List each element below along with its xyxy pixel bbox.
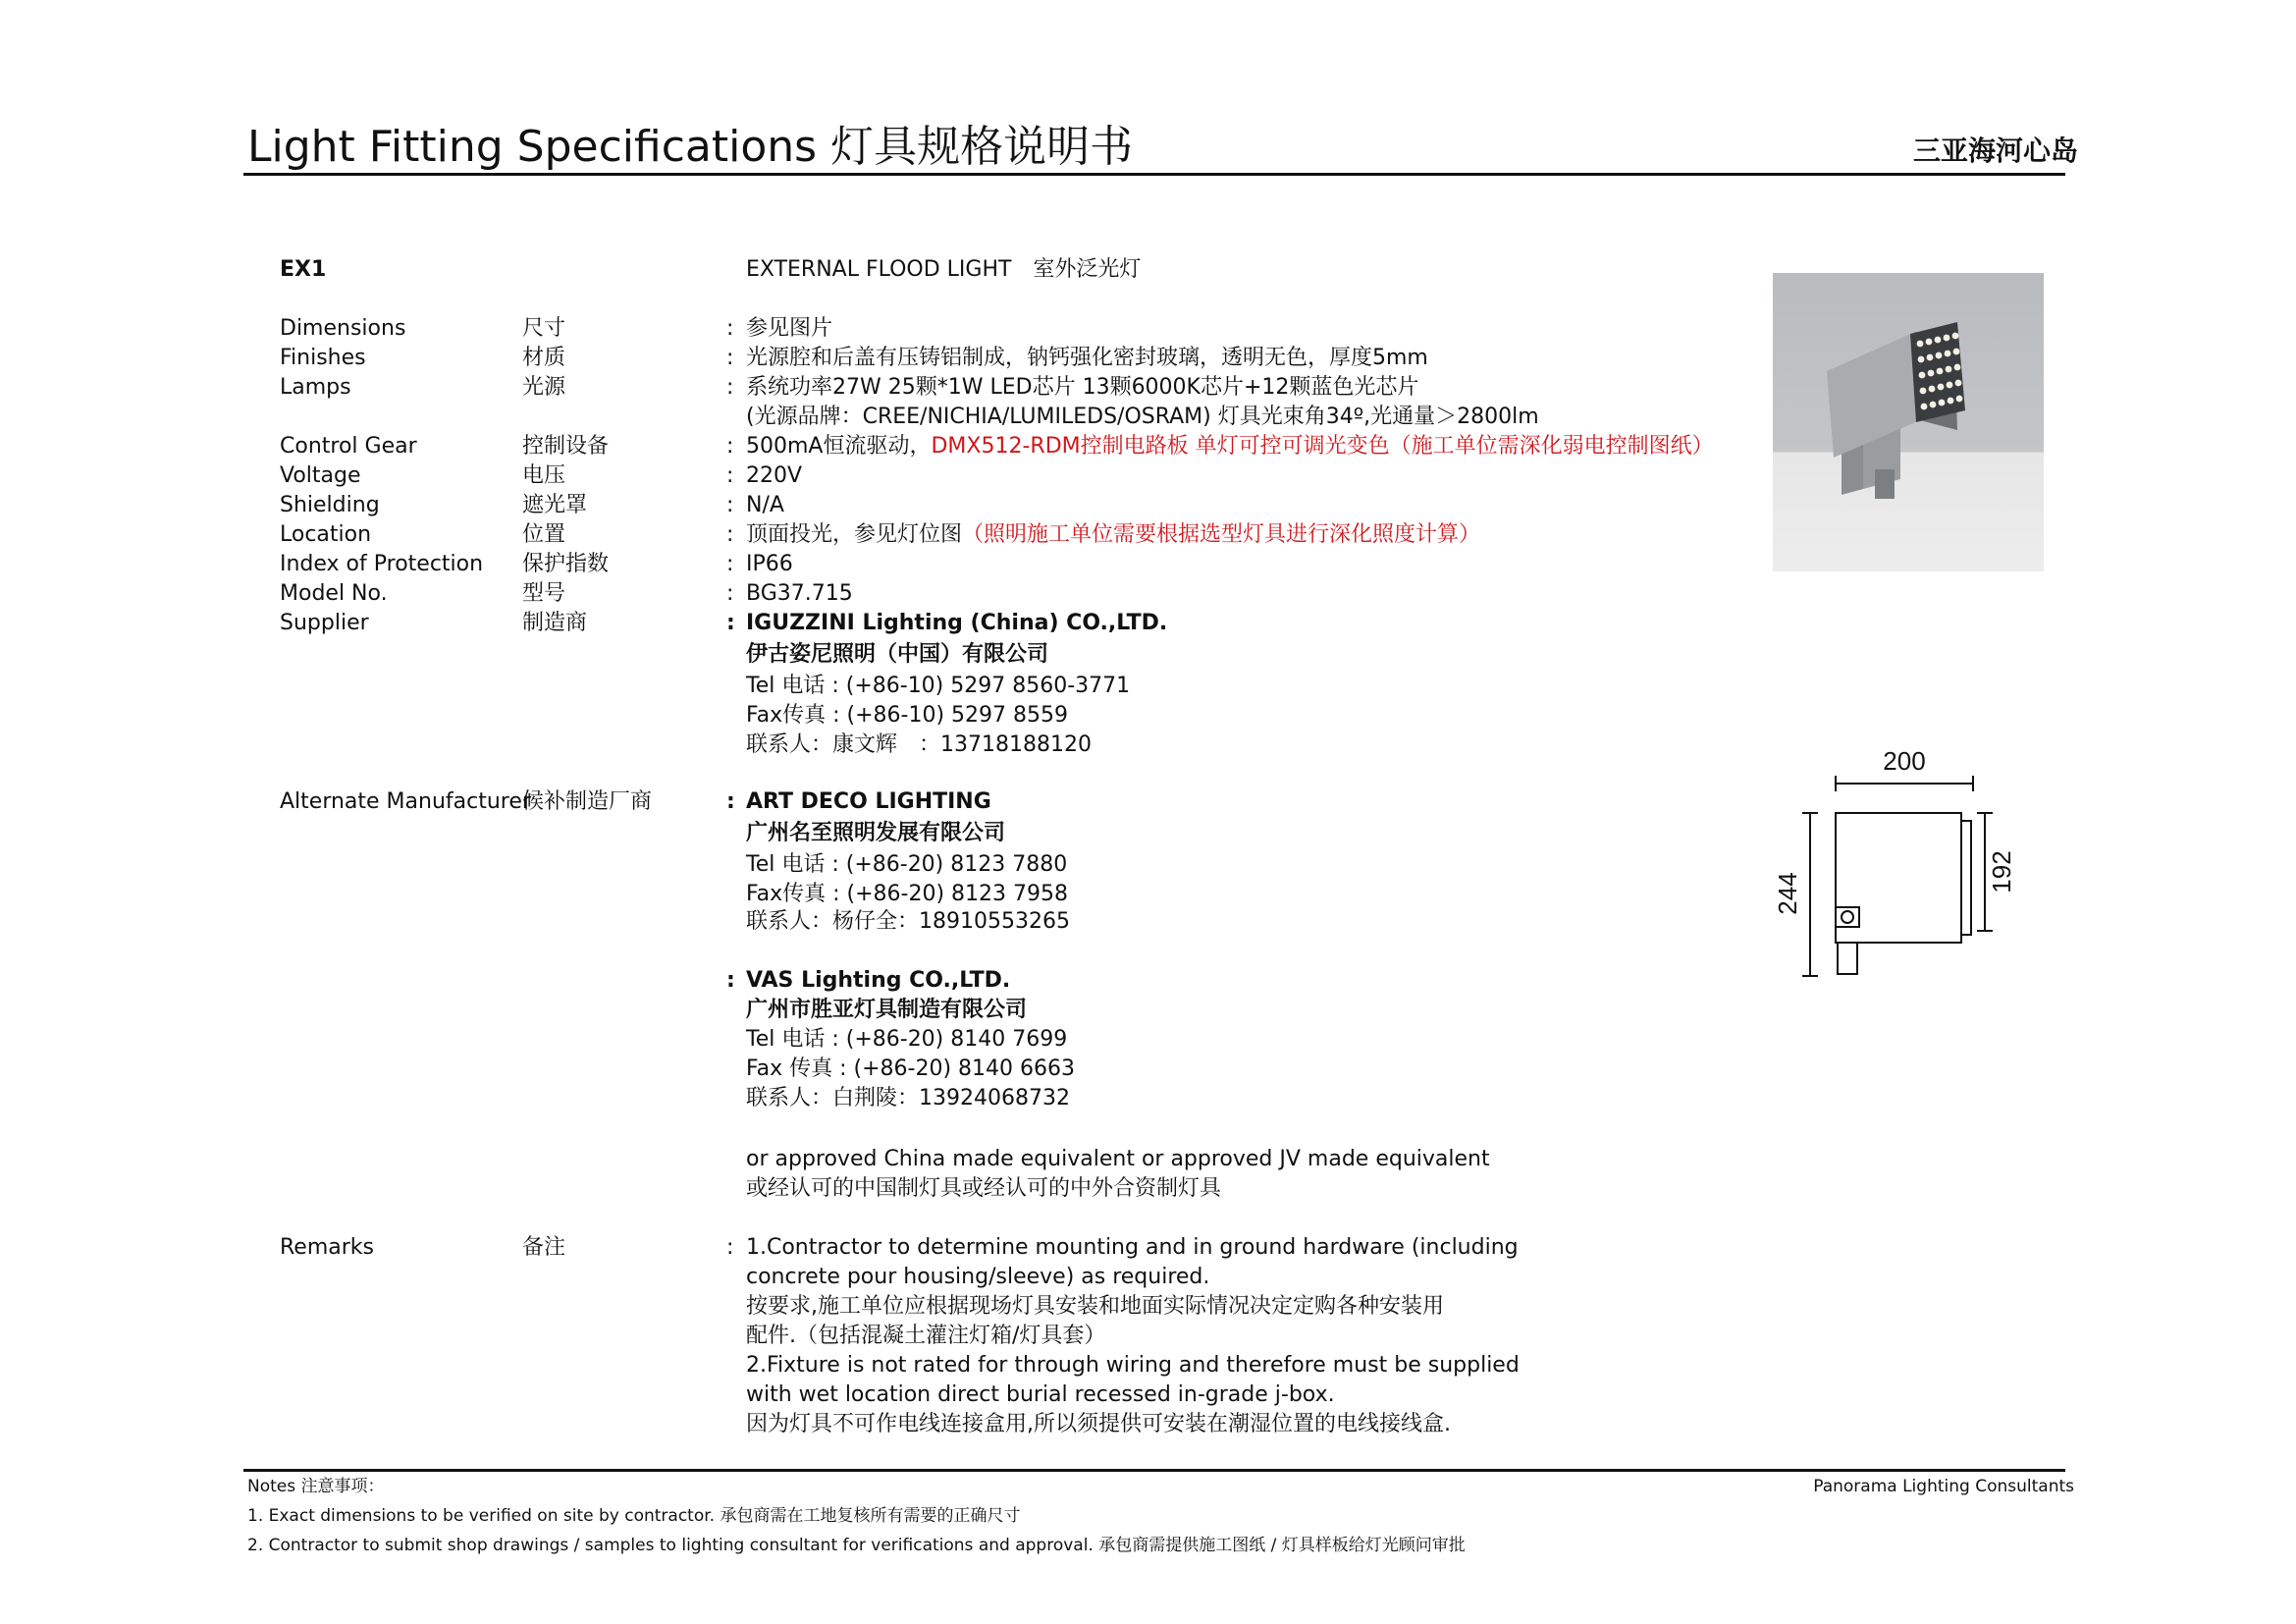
spec-label-cn: 制造商 (522, 611, 588, 635)
notes-title: Notes 注意事项： (247, 1477, 385, 1496)
alternate-1-fax: Fax传真 : (+86-20) 8123 7958 (746, 882, 1069, 906)
remark-line: 按要求,施工单位应根据现场灯具安装和地面实际情况决定定购各种安装用 (746, 1294, 1444, 1319)
spec-value-text: 顶面投光，参见灯位图 (746, 522, 963, 547)
spec-colon: : (726, 552, 734, 576)
spec-colon: : (726, 346, 734, 370)
spec-label-cn: 保护指数 (522, 552, 610, 576)
alternate-label-cn: 候补制造厂商 (522, 789, 653, 814)
remarks-label-en: Remarks (280, 1235, 374, 1260)
spec-colon: : (726, 581, 734, 606)
remark-line: 1.Contractor to determine mounting and in ground hardware (including (746, 1235, 1519, 1260)
spec-label-en: Finishes (280, 346, 366, 370)
note-2: 2. Contractor to submit shop drawings / samples to lighting consultant for verifications and approval. 承包商需提供施工图纸 / 灯具样板给灯光顾问审批 (247, 1536, 1466, 1555)
dim-height-label: 244 (1773, 872, 1802, 915)
spec-label-cn: 型号 (522, 581, 566, 606)
spec-colon: : (726, 1235, 734, 1260)
consultant-name: Panorama Lighting Consultants (1813, 1477, 2074, 1496)
remark-line: concrete pour housing/sleeve) as required. (746, 1265, 1210, 1289)
page-title: Light Fitting Specifications 灯具规格说明书 (247, 122, 1134, 172)
spec-value-line2: (光源品牌：CREE/NICHIA/LUMILEDS/OSRAM) 灯具光束角34º,光通量＞2800lm (746, 405, 1539, 429)
spec-colon: : (726, 375, 734, 400)
spec-value (746, 432, 1714, 461)
product-photo (1773, 273, 2044, 571)
alternate-label-en: Alternate Manufacturer (280, 789, 531, 814)
alternate-2-cn-name: 广州市胜亚灯具制造有限公司 (746, 998, 1028, 1022)
remarks-label-cn: 备注 (522, 1235, 566, 1260)
spec-value: BG37.715 (746, 581, 853, 606)
spec-label-en: Shielding (280, 493, 380, 517)
spec-colon: : (726, 789, 735, 814)
spec-value: 220V (746, 463, 803, 488)
supplier-name: IGUZZINI Lighting (China) CO.,LTD. (746, 611, 1168, 635)
spec-colon: : (726, 611, 735, 635)
supplier-fax: Fax传真 : (+86-10) 5297 8559 (746, 703, 1069, 728)
spec-label-cn: 尺寸 (522, 316, 566, 341)
alternate-1-contact: 联系人：杨仔全：18910553265 (746, 909, 1070, 934)
spec-label-cn: 材质 (522, 346, 566, 370)
supplier-cn-name: 伊古姿尼照明（中国）有限公司 (746, 642, 1049, 667)
equivalent-en: or approved China made equivalent or approved JV made equivalent (746, 1147, 1490, 1171)
remark-line: 2.Fixture is not rated for through wiring and therefore must be supplied (746, 1353, 1520, 1378)
spec-label-cn: 控制设备 (522, 434, 610, 459)
alternate-1-name: ART DECO LIGHTING (746, 789, 991, 814)
spec-label-en: Dimensions (280, 316, 406, 341)
dim-depth-label: 192 (1987, 850, 2016, 893)
spec-label-en: Model No. (280, 581, 388, 606)
spec-value: 参见图片 (746, 316, 833, 341)
equivalent-cn: 或经认可的中国制灯具或经认可的中外合资制灯具 (746, 1176, 1222, 1201)
spec-value: 系统功率27W 25颗*1W LED芯片 13颗6000K芯片+12颗蓝色光芯片 (746, 375, 1419, 400)
spec-label-cn: 电压 (522, 463, 566, 488)
spec-label-cn: 遮光罩 (522, 493, 588, 517)
spec-label-cn: 光源 (522, 375, 566, 400)
alternate-1-cn-name: 广州名至照明发展有限公司 (746, 821, 1006, 845)
dimension-drawing (1767, 736, 2052, 982)
spec-label-en: Lamps (280, 375, 351, 400)
spec-colon: : (726, 434, 734, 459)
supplier-contact: 联系人：康文辉 ：13718188120 (746, 732, 1092, 757)
project-name: 三亚海河心岛 (1912, 135, 2078, 167)
spec-value-highlight: DMX512-RDM控制电路板 单灯可控可调光变色（施工单位需深化弱电控制图纸） (931, 434, 1714, 459)
alternate-2-name: VAS Lighting CO.,LTD. (746, 968, 1011, 993)
spec-value: 光源腔和后盖有压铸铝制成，钠钙强化密封玻璃，透明无色，厚度5mm (746, 346, 1428, 370)
spec-colon: : (726, 463, 734, 488)
spec-value: N/A (746, 493, 784, 517)
spec-label-en: Supplier (280, 611, 369, 635)
remark-line: 配件.（包括混凝土灌注灯箱/灯具套） (746, 1324, 1106, 1348)
remark-line: with wet location direct burial recessed in-grade j-box. (746, 1382, 1335, 1407)
spec-label-en: Voltage (280, 463, 361, 488)
alternate-1-tel: Tel 电话 : (+86-20) 8123 7880 (746, 852, 1068, 877)
spec-label-en: Location (280, 522, 372, 547)
spec-colon: : (726, 493, 734, 517)
spec-colon: : (726, 968, 735, 993)
fixture-code: EX1 (280, 257, 327, 282)
flood-light-illustration (1773, 273, 2044, 571)
spec-value-highlight: （照明施工单位需要根据选型灯具进行深化照度计算） (962, 522, 1481, 547)
alternate-2-contact: 联系人：白荆陵：13924068732 (746, 1086, 1070, 1110)
note-1: 1. Exact dimensions to be verified on site by contractor. 承包商需在工地复核所有需要的正确尺寸 (247, 1506, 1021, 1526)
spec-label-en: Index of Protection (280, 552, 484, 576)
spec-colon: : (726, 316, 734, 341)
dim-width-label: 200 (1883, 746, 1926, 776)
spec-label-en: Control Gear (280, 434, 417, 459)
spec-colon: : (726, 522, 734, 547)
spec-label-cn: 位置 (522, 522, 566, 547)
alternate-2-fax: Fax 传真 : (+86-20) 8140 6663 (746, 1056, 1076, 1081)
footer-rule (243, 1469, 2065, 1472)
header-rule (243, 173, 2065, 176)
fixture-type: EXTERNAL FLOOD LIGHT 室外泛光灯 (746, 257, 1142, 282)
supplier-tel: Tel 电话 : (+86-10) 5297 8560-3771 (746, 674, 1131, 698)
spec-value: IP66 (746, 552, 793, 576)
remark-line: 因为灯具不可作电线连接盒用,所以须提供可安装在潮湿位置的电线接线盒. (746, 1412, 1451, 1436)
spec-value (746, 520, 1480, 550)
alternate-2-tel: Tel 电话 : (+86-20) 8140 7699 (746, 1027, 1068, 1052)
spec-value-text: 500mA恒流驱动， (746, 434, 932, 459)
